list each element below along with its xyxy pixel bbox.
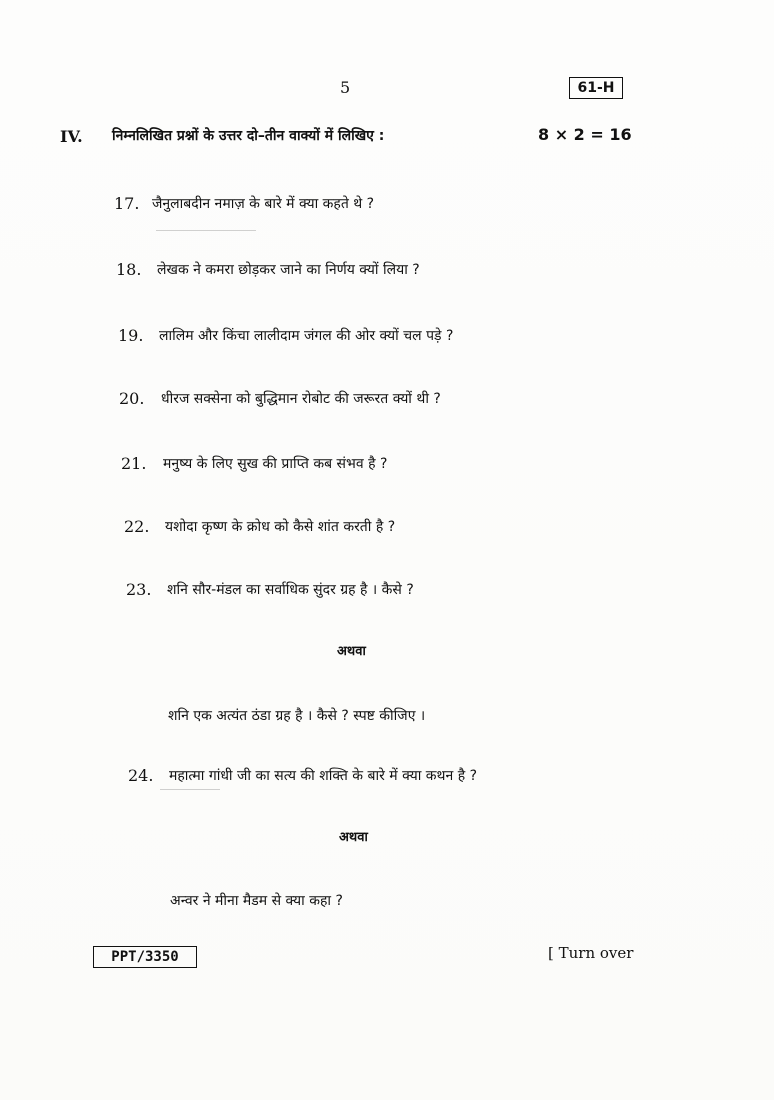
alternative-question-text: शनि एक अत्यंत ठंडा ग्रह है । कैसे ? स्पष्ट कीजिए । bbox=[168, 708, 426, 724]
question-text: शनि सौर-मंडल का सर्वाधिक सुंदर ग्रह है । कैसे ? bbox=[167, 582, 414, 598]
question-number: 22. bbox=[124, 517, 150, 536]
section-instruction: निम्नलिखित प्रश्नों के उत्तर दो–तीन वाक्यों में लिखिए : bbox=[112, 128, 385, 144]
turn-over-note: [ Turn over bbox=[548, 944, 634, 962]
question-number: 19. bbox=[118, 326, 144, 345]
question-number: 18. bbox=[116, 260, 142, 279]
section-marks: 8 × 2 = 16 bbox=[538, 125, 632, 144]
question-number: 24. bbox=[128, 766, 154, 785]
question-text: जैनुलाबदीन नमाज़ के बारे में क्या कहते थे ? bbox=[152, 196, 375, 212]
question-text: लेखक ने कमरा छोड़कर जाने का निर्णय क्यों लिया ? bbox=[157, 262, 420, 278]
section-number: IV. bbox=[60, 127, 83, 146]
question-text: लालिम और किंचा लालीदाम जंगल की ओर क्यों चल पड़े ? bbox=[159, 328, 454, 344]
alternative-label: अथवा bbox=[339, 830, 368, 845]
question-number: 20. bbox=[119, 389, 145, 408]
question-text: मनुष्य के लिए सुख की प्राप्ति कब संभव है ? bbox=[163, 456, 388, 472]
question-number: 21. bbox=[121, 454, 147, 473]
question-number: 23. bbox=[126, 580, 152, 599]
question-text: यशोदा कृष्ण के क्रोध को कैसे शांत करती है ? bbox=[165, 519, 396, 535]
question-number: 17. bbox=[114, 194, 140, 213]
alternative-question-text: अन्वर ने मीना मैडम से क्या कहा ? bbox=[170, 893, 343, 909]
question-text: महात्मा गांधी जी का सत्य की शक्ति के बारे में क्या कथन है ? bbox=[169, 768, 478, 784]
paper-code-box: 61-H bbox=[569, 77, 623, 99]
question-text: धीरज सक्सेना को बुद्धिमान रोबोट की जरूरत क्यों थी ? bbox=[161, 391, 441, 407]
footer-paper-code-box: PPT/3350 bbox=[93, 946, 197, 968]
page-number: 5 bbox=[340, 78, 351, 97]
scan-mark bbox=[156, 230, 256, 231]
alternative-label: अथवा bbox=[337, 644, 366, 659]
scan-mark bbox=[160, 789, 220, 790]
